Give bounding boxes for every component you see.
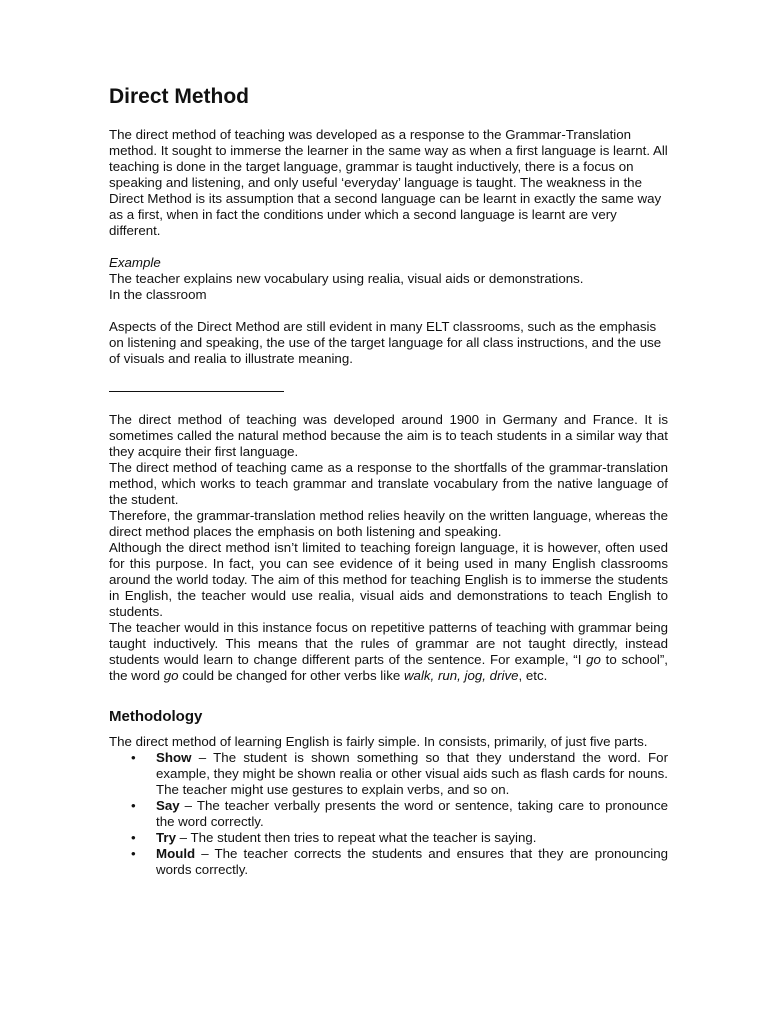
- methodology-heading: Methodology: [109, 708, 203, 726]
- para5-em-c: walk, run, jog, drive: [403, 668, 519, 684]
- bullet-icon: •: [131, 798, 136, 814]
- body-paragraph-1: The direct method of teaching was developed around 1900 in Germany and France. It is sometimes called the natural method because the aim is to teach students in a similar way that they acquire their first language.: [109, 412, 668, 460]
- para5-text-d: , etc.: [518, 668, 548, 684]
- list-item-mould: [131, 846, 668, 878]
- para5-em-b: go: [163, 668, 179, 684]
- list-item-try: [131, 830, 668, 846]
- body-paragraph-5: [109, 620, 668, 684]
- example-label: Example: [109, 255, 161, 271]
- para5-text-c: could be changed for other verbs like: [178, 668, 404, 684]
- body-paragraph-4: Although the direct method isn’t limited to teaching foreign language, it is however, often used for this purpose. In fact, you can see evidence of it being used in many English classrooms around the world today. The aim of this method for teaching English is to immerse the students in English, the teacher would use realia, visual aids and demonstrations to teach English to students.: [109, 540, 668, 620]
- step-text: – The student is shown something so that they understand the word. For example, they might be shown realia or other visual aids such as flash cards for nouns. The teacher might use gestures to explain verbs, and so on.: [156, 750, 668, 798]
- step-text: – The student then tries to repeat what the teacher is saying.: [175, 830, 537, 846]
- step-term: Mould: [156, 846, 196, 862]
- bullet-icon: •: [131, 846, 136, 862]
- para5-text-b: to school”, the word: [109, 652, 669, 684]
- example-context: In the classroom: [109, 287, 207, 303]
- example-text: The teacher explains new vocabulary using realia, visual aids or demonstrations.: [109, 271, 584, 287]
- section-divider: [109, 391, 284, 392]
- step-term: Try: [156, 830, 176, 846]
- para5-em-a: go: [586, 652, 601, 668]
- body-paragraph-2: The direct method of teaching came as a response to the shortfalls of the grammar-translation method, which works to teach grammar and translate vocabulary from the native language of the student.: [109, 460, 668, 508]
- step-text: – The teacher corrects the students and ensures that they are pronouncing words correctly.: [156, 846, 668, 878]
- step-term: Say: [156, 798, 180, 814]
- para5-text-a: The teacher would in this instance focus on repetitive patterns of teaching with grammar being taught inductively. This means that the rules of grammar are not taught directly, instead students would learn to change different parts of the sentence. For example, “I: [109, 620, 668, 668]
- step-text: – The teacher verbally presents the word or sentence, taking care to pronounce the word correctly.: [156, 798, 668, 830]
- list-item-show: [131, 750, 668, 798]
- step-term: Show: [156, 750, 192, 766]
- body-paragraph-3: Therefore, the grammar-translation method relies heavily on the written language, whereas the direct method places the emphasis on both listening and speaking.: [109, 508, 668, 540]
- list-item-say: [131, 798, 668, 830]
- page-title: Direct Method: [109, 85, 250, 108]
- bullet-icon: •: [131, 830, 136, 846]
- bullet-icon: •: [131, 750, 136, 766]
- aspects-paragraph: Aspects of the Direct Method are still evident in many ELT classrooms, such as the emphasis on listening and speaking, the use of the target language for all class instructions, and the use of visuals and realia to illustrate meaning.: [109, 319, 662, 367]
- example-section: [109, 255, 668, 303]
- methodology-steps-list: [109, 750, 668, 878]
- body-section: [109, 412, 668, 684]
- intro-paragraph: The direct method of teaching was developed as a response to the Grammar-Translation method. It sought to immerse the learner in the same way as when a first language is learnt. All teaching is done in the target language, grammar is taught inductively, there is a focus on speaking and listening, and only useful ‘everyday’ language is taught. The weakness in the Direct Method is its assumption that a second language can be learnt in exactly the same way as a first, when in fact the conditions under which a second language is learnt are very different.: [109, 127, 668, 239]
- methodology-intro: The direct method of learning English is fairly simple. In consists, primarily, of just five parts.: [109, 734, 648, 750]
